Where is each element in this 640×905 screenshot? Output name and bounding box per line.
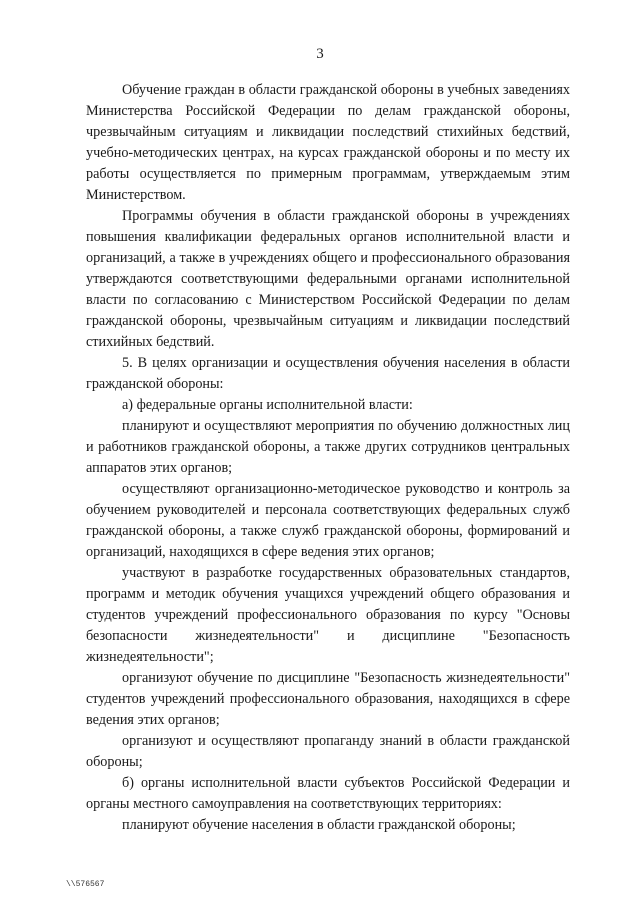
paragraph-7: участвуют в разработке государственных образовательных стандартов, программ и методик обучения учащихся учреждений общего образования и студентов учреждений профессионального образования по курсу "Основы безопасности жизнедеятельности" и дисциплине "Безопасность жизнедеятельности";: [86, 565, 570, 665]
paragraph-4: а) федеральные органы исполнительной власти:: [122, 397, 413, 413]
paragraph-9: организуют и осуществляют пропаганду знаний в области гражданской обороны;: [86, 733, 570, 770]
page-number: 3: [316, 46, 324, 62]
paragraph-8: организуют обучение по дисциплине "Безопасность жизнедеятельности" студентов учреждений профессионального образования, находящихся в сфере ведения этих органов;: [86, 670, 570, 728]
paragraph-10: б) органы исполнительной власти субъектов Российской Федерации и органы местного самоуправления на соответствующих территориях:: [86, 775, 570, 812]
paragraph-11: планируют обучение населения в области гражданской обороны;: [122, 817, 516, 833]
paragraph-1: Обучение граждан в области гражданской обороны в учебных заведениях Министерства Российской Федерации по делам гражданской обороны, чрезвычайным ситуациям и ликвидации последствий стихийных бедствий, учебно-методических центрах, на курсах гражданской обороны и по месту их работы осуществляется по примерным программам, утверждаемым этим Министерством.: [86, 82, 570, 203]
paragraph-6: осуществляют организационно-методическое руководство и контроль за обучением руководителей и персонала соответствующих федеральных служб гражданской обороны, а также служб гражданской обороны, формирований и организаций, находящихся в сфере ведения этих органов;: [86, 481, 570, 560]
document-body: [86, 80, 570, 836]
paragraph-5: планируют и осуществляют мероприятия по обучению должностных лиц и работников гражданской обороны, а также других сотрудников центральных аппаратов этих органов;: [86, 418, 570, 476]
paragraph-3: 5. В целях организации и осуществления обучения населения в области гражданской обороны:: [86, 355, 570, 392]
paragraph-2: Программы обучения в области гражданской обороны в учреждениях повышения квалификации федеральных органов исполнительной власти и организаций, а также в учреждениях общего и профессионального образования утверждаются соответствующими федеральными органами исполнительной власти по согласованию с Министерством Российской Федерации по делам гражданской обороны, чрезвычайным ситуациям и ликвидации последствий стихийных бедствий.: [86, 208, 570, 350]
document-code: \\576567: [66, 880, 105, 889]
